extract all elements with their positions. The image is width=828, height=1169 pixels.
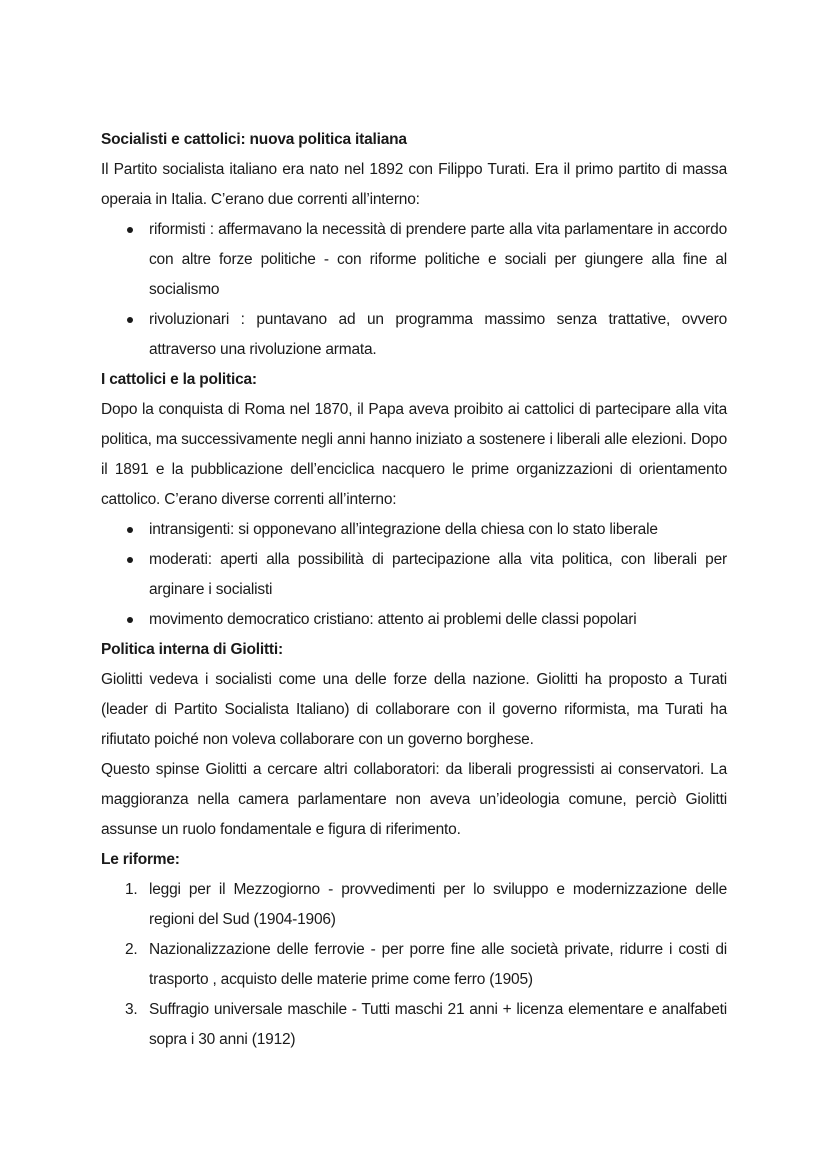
list-item (101, 605, 727, 635)
bullet-icon (127, 617, 133, 623)
section-cattolici-politica (101, 365, 727, 635)
document-body (101, 125, 727, 1055)
list-item-text: Nazionalizzazione delle ferrovie - per porre fine alle società private, ridurre i costi di trasporto , acquisto delle materie prime come ferro (1905) (149, 941, 727, 988)
bullet-icon (127, 317, 133, 323)
list-item-text: Suffragio universale maschile - Tutti maschi 21 anni + licenza elementare e analfabeti sopra i 30 anni (1912) (149, 1001, 727, 1048)
list-item-text: movimento democratico cristiano: attento ai problemi delle classi popolari (149, 611, 637, 628)
list-item-text: rivoluzionari : puntavano ad un programma massimo senza trattative, ovvero attraverso una rivoluzione armata. (149, 311, 727, 358)
list-item (101, 875, 727, 935)
bullet-icon (127, 527, 133, 533)
bullet-icon (127, 227, 133, 233)
list-number: 3. (125, 1001, 138, 1018)
list-item-text: intransigenti: si opponevano all’integrazione della chiesa con lo stato liberale (149, 521, 658, 538)
list-item-text: leggi per il Mezzogiorno - provvedimenti per lo sviluppo e modernizzazione delle regioni del Sud (1904-1906) (149, 881, 727, 928)
paragraph: Il Partito socialista italiano era nato nel 1892 con Filippo Turati. Era il primo partito di massa operaia in Italia. C’erano due correnti all’interno: (101, 161, 727, 208)
bullet-icon (127, 557, 133, 563)
paragraph: Questo spinse Giolitti a cercare altri collaboratori: da liberali progressisti ai conservatori. La maggioranza nella camera parlamentare non aveva un’ideologia comune, perciò Giolitti assunse un ruolo fondamentale e figura di riferimento. (101, 761, 727, 838)
bullet-list (101, 215, 727, 365)
list-item (101, 305, 727, 365)
list-item (101, 935, 727, 995)
paragraph: Giolitti vedeva i socialisti come una delle forze della nazione. Giolitti ha proposto a Turati (leader di Partito Socialista Italiano) di collaborare con il governo riformista, ma Turati ha rifiutato poiché non voleva collaborare con un governo borghese. (101, 671, 727, 748)
section-heading: Politica interna di Giolitti: (101, 641, 283, 658)
list-number: 2. (125, 941, 138, 958)
section-heading: Le riforme: (101, 851, 180, 868)
list-number: 1. (125, 881, 138, 898)
list-item (101, 995, 727, 1055)
section-heading: Socialisti e cattolici: nuova politica italiana (101, 131, 407, 148)
bullet-list (101, 515, 727, 635)
list-item-text: moderati: aperti alla possibilità di partecipazione alla vita politica, con liberali per arginare i socialisti (149, 551, 727, 598)
list-item (101, 215, 727, 305)
section-socialisti-cattolici (101, 125, 727, 365)
numbered-list (101, 875, 727, 1055)
section-politica-giolitti (101, 635, 727, 845)
list-item (101, 545, 727, 605)
list-item (101, 515, 727, 545)
list-item-text: riformisti : affermavano la necessità di prendere parte alla vita parlamentare in accordo con altre forze politiche - con riforme politiche e sociali per giungere alla fine al socialismo (149, 221, 727, 298)
section-heading: I cattolici e la politica: (101, 371, 257, 388)
paragraph: Dopo la conquista di Roma nel 1870, il Papa aveva proibito ai cattolici di partecipare alla vita politica, ma successivamente negli anni hanno iniziato a sostenere i liberali alle elezioni. Dopo il 1891 e la pubblicazione dell’enciclica nacquero le prime organizzazioni di orientamento cattolico. C’erano diverse correnti all’interno: (101, 401, 727, 508)
section-riforme (101, 845, 727, 1055)
